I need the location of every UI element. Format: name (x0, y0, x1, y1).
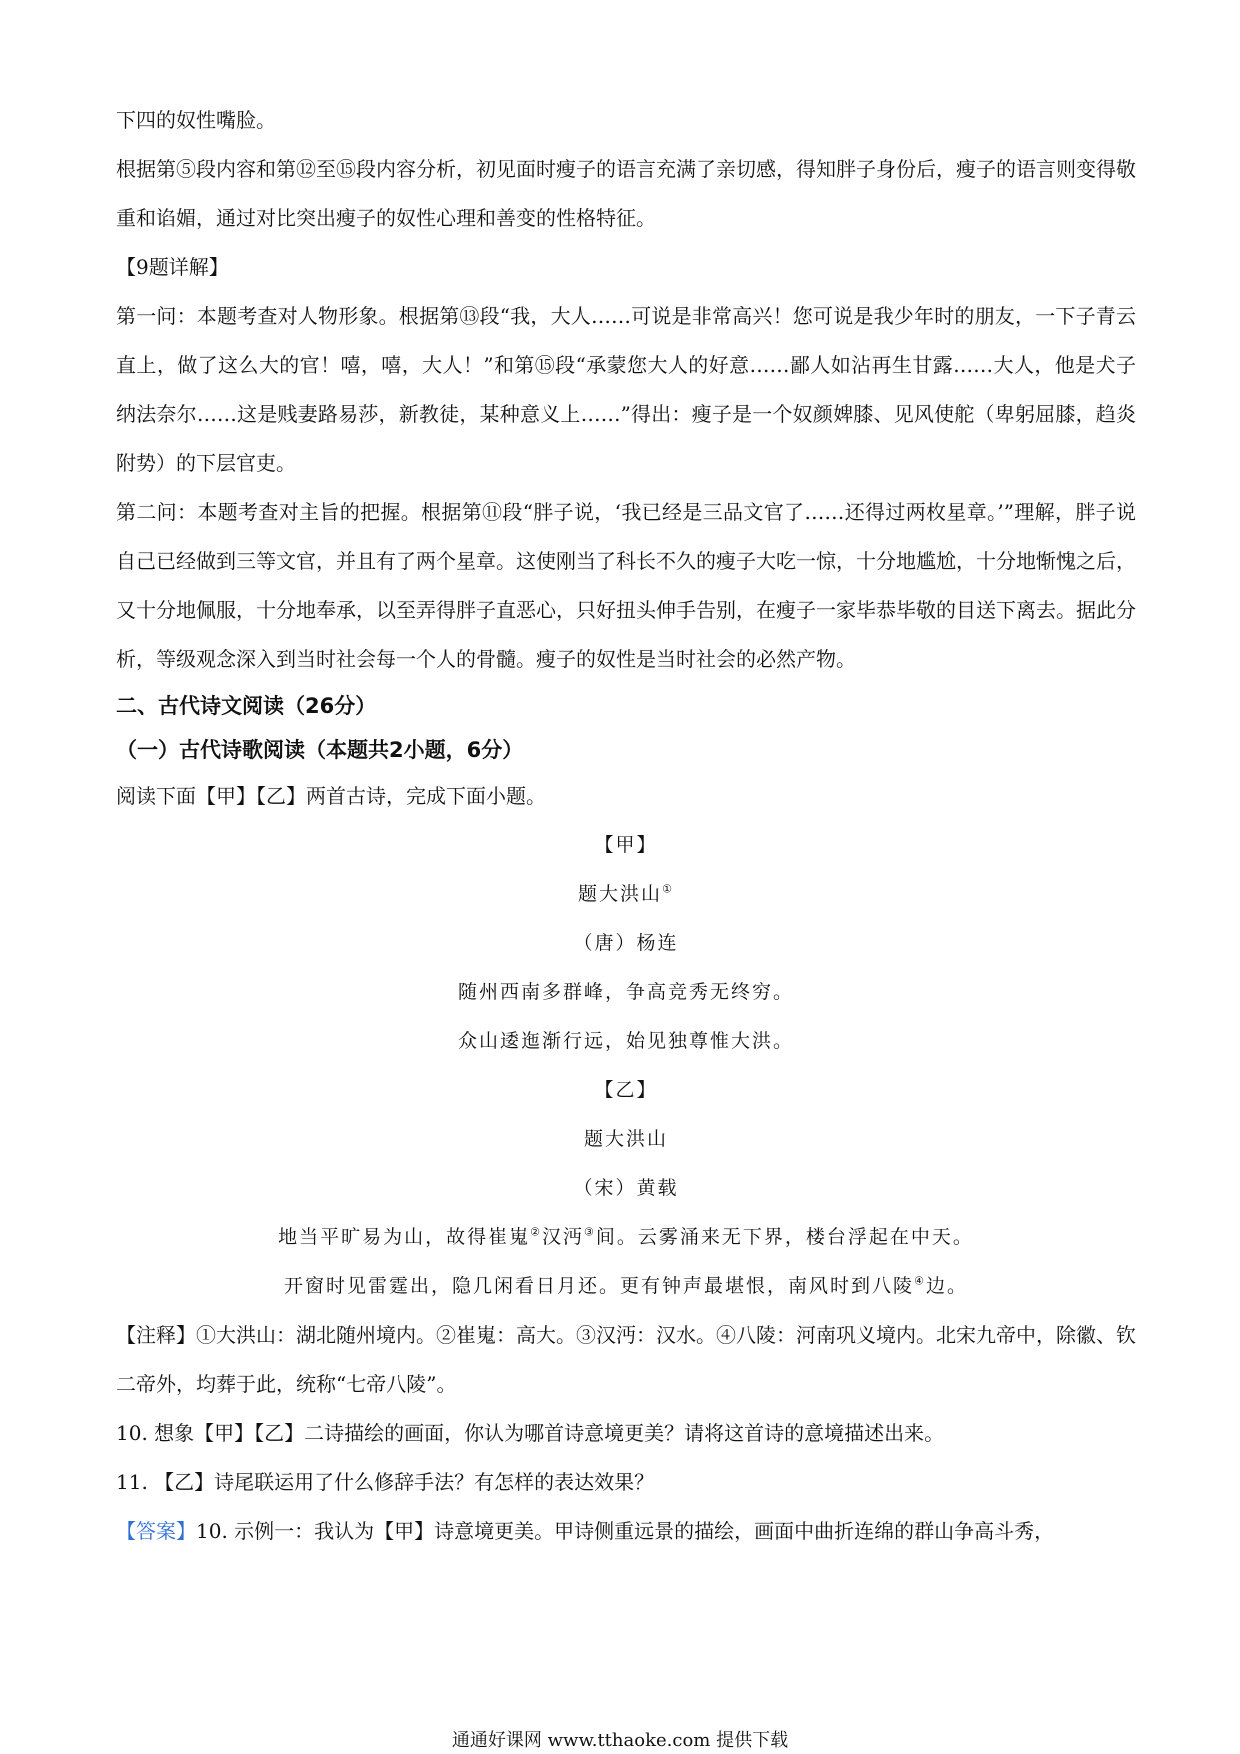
poem-jia-title (116, 870, 1136, 919)
poem-yi (116, 1066, 1136, 1311)
poem-yi-line-2-a: 开窗时见雷霆出，隐几闲看日月还。更有钟声最堪恨，南风时到八陵 (284, 1275, 915, 1297)
answer-paragraph (116, 1507, 1136, 1556)
page-footer: 通通好课网 www.tthaoke.com 提供下载 (451, 1730, 789, 1751)
poem-jia-title-note: ① (662, 882, 674, 896)
poem-yi-line-2 (116, 1262, 1136, 1311)
poem-jia-line-2: 众山逶迤渐行远，始见独尊惟大洪。 (457, 1030, 794, 1052)
poem-jia-author: （唐）杨连 (573, 932, 679, 954)
poem-jia-line-1: 随州西南多群峰，争高竞秀无终穷。 (457, 981, 794, 1003)
poem-yi-line-1 (116, 1213, 1136, 1262)
paragraph-analysis: 根据第⑤段内容和第⑫至⑮段内容分析，初见面时瘦子的语言充满了亲切感，得知胖子身份后，瘦子的语言则变得敬重和谄媚，通过对比突出瘦子的奴性心理和善变的性格特征。 (116, 157, 1136, 230)
poem-jia-title-text: 题大洪山 (578, 883, 663, 905)
question-9-part-1: 第一问：本题考查对人物形象。根据第⑬段“我，大人……可说是非常高兴！您可说是我少年时的朋友，一下子青云直上，做了这么大的官！嘻，嘻，大人！”和第⑮段“承蒙您大人的好意……鄙人如沾再生甘露……大人，他是犬子纳法奈尔……这是贱妻路易莎，新教徒，某种意义上……”得出：瘦子是一个奴颜婢膝、见风使舵（卑躬屈膝，趋炎附势）的下层官吏。 (116, 304, 1136, 475)
answer-text: 10. 示例一：我认为【甲】诗意境更美。甲诗侧重远景的描绘，画面中曲折连绵的群山争高斗秀， (196, 1519, 1055, 1543)
poem-yi-note-2: ② (530, 1225, 542, 1239)
poem-notes: 【注释】①大洪山：湖北随州境内。②崔嵬：高大。③汉沔：汉水。④八陵：河南巩义境内。北宋九帝中，除徽、钦二帝外，均葬于此，统称“七帝八陵”。 (116, 1323, 1136, 1396)
document-content (116, 96, 1136, 1556)
poem-yi-line-1-c: 间。云雾涌来无下界，楼台浮起在中天。 (595, 1226, 974, 1248)
section-2-title: 二、古代诗文阅读（26分） (116, 694, 377, 718)
question-11: 11. 【乙】诗尾联运用了什么修辞手法？有怎样的表达效果？ (116, 1470, 655, 1494)
poem-yi-line-1-b: 汉沔 (541, 1226, 584, 1248)
section-2-subtitle: （一）古代诗歌阅读（本题共2小题，6分） (116, 738, 524, 762)
question-9-header: 【9题详解】 (116, 255, 229, 279)
poem-jia-label: 【甲】 (594, 834, 658, 856)
poem-yi-line-2-b: 边。 (925, 1275, 968, 1297)
answer-tag: 【答案】 (116, 1519, 196, 1543)
poem-yi-line-1-a: 地当平旷易为山，故得崔嵬 (278, 1226, 531, 1248)
question-10: 10. 想象【甲】【乙】二诗描绘的画面，你认为哪首诗意境更美？请将这首诗的意境描述出来。 (116, 1421, 945, 1445)
poem-yi-note-4: ④ (914, 1274, 926, 1288)
paragraph-continuation: 下四的奴性嘴脸。 (116, 108, 276, 132)
poem-jia (116, 821, 1136, 1066)
poem-yi-label: 【乙】 (594, 1079, 658, 1101)
poem-yi-author: （宋）黄载 (573, 1177, 679, 1199)
poem-reading-intro: 阅读下面【甲】【乙】两首古诗，完成下面小题。 (116, 784, 546, 808)
poem-yi-title: 题大洪山 (583, 1128, 668, 1150)
poem-yi-note-3: ③ (584, 1225, 596, 1239)
question-9-part-2: 第二问：本题考查对主旨的把握。根据第⑪段“胖子说，‘我已经是三品文官了……还得过两枚星章。’”理解，胖子说自己已经做到三等文官，并且有了两个星章。这使刚当了科长不久的瘦子大吃一惊，十分地尴尬，十分地惭愧之后，又十分地佩服，十分地奉承，以至弄得胖子直恶心，只好扭头伸手告别，在瘦子一家毕恭毕敬的目送下离去。据此分析，等级观念深入到当时社会每一个人的骨髓。瘦子的奴性是当时社会的必然产物。 (116, 500, 1136, 671)
